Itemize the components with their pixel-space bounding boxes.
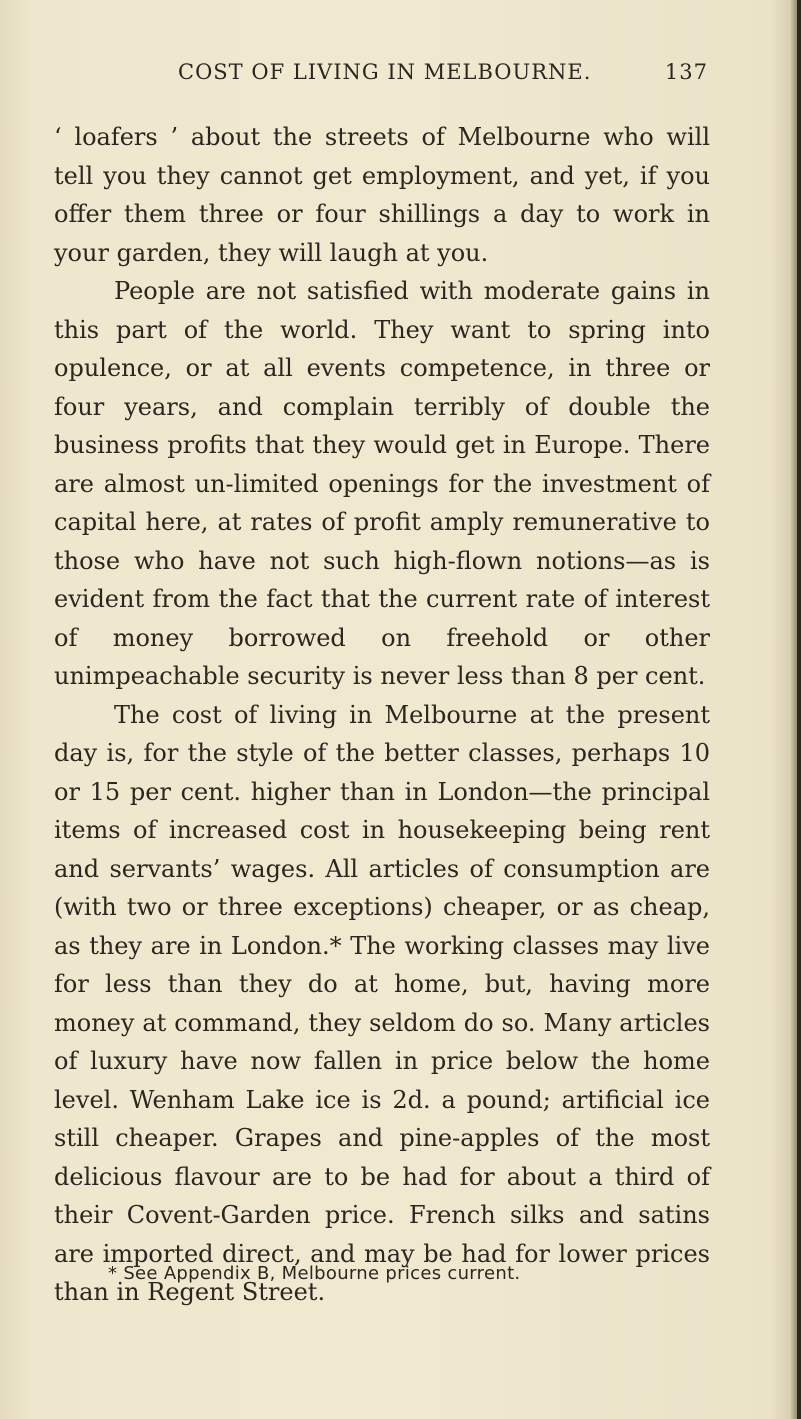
paragraph-opulence: People are not satisfied with moderate gains in this part of the world. They want to spring into opulence, or at all events competence, in three or four years, and complain terribly of double the business profits that they would get in Europe. There are almost un-limited openings for the investment of capital here, at rates of profit amply remunerative to those who have not such high-flown notions—as is evident from the fact that the current rate of interest of money borrowed on freehold or other unimpeachable security is never less than 8 per cent. [54, 277, 710, 690]
body-text [54, 118, 710, 1312]
running-title: COST OF LIVING IN MELBOURNE. [178, 60, 592, 84]
paragraph-cost-of-living: The cost of living in Melbourne at the present day is, for the style of the better classes, perhaps 10 or 15 per cent. higher than in London—the principal items of increased cost in housekeeping being rent and servants’ wages. All articles of consumption are (with two or three exceptions) cheaper, or as cheap, as they are in London.* The working classes may live for less than they do at home, but, having more money at command, they seldom do so. Many articles of luxury have now fallen in price below the home level. Wenham Lake ice is 2d. a pound; artificial ice still cheaper. Grapes and pine-apples of the most delicious flavour are to be had for about a third of their Covent-Garden price. French silks and satins are imported direct, and may be had for lower prices than in Regent Street. [54, 700, 710, 1306]
page-number: 137 [664, 60, 708, 84]
footnote: * See Appendix B, Melbourne prices current. [108, 1263, 521, 1284]
page-edge [797, 0, 801, 1419]
paragraph-continuation: ‘ loafers ’ about the streets of Melbourne who will tell you they cannot get employment, and yet, if you offer them three or four shillings a day to work in your garden, they will laugh at you. [54, 123, 710, 267]
page-header [178, 60, 708, 100]
